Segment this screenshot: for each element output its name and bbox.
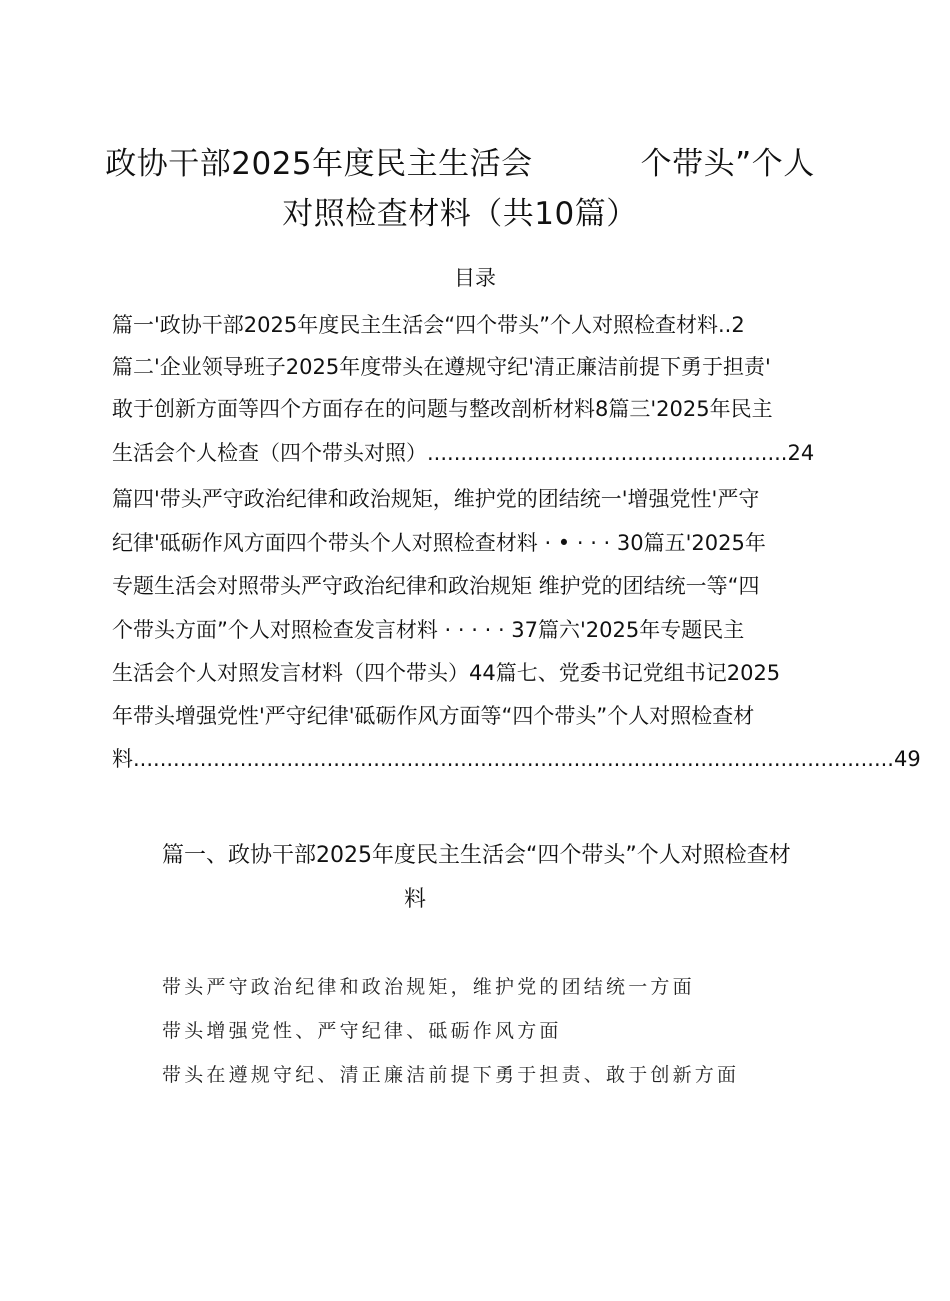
toc-line[interactable]: 敢于创新方面等四个方面存在的问题与整改剖析材料8篇三'2025年民主 [112,397,773,421]
section-title: 篇一、政协干部2025年度民主生活会“四个带头”个人对照检查材 [162,843,791,868]
title-part-1: 政协干部2025年度民主生活会 [105,146,533,182]
toc-line[interactable]: 纪律'砥砺作风方面四个带头个人对照检查材料 · • · · · 30篇五'2025年 [112,531,766,555]
toc-heading: 目录 [454,266,496,290]
toc-line[interactable]: 篇二'企业领导班子2025年度带头在遵规守纪'清正廉洁前提下勇于担责' [112,355,771,379]
section-item: 带头严守政治纪律和政治规矩，维护党的团结统一方面 [162,976,695,998]
section-item: 带头增强党性、严守纪律、砥砺作风方面 [162,1020,562,1042]
section-title-continuation: 料 [403,887,426,912]
section-item: 带头在遵规守纪、清正廉洁前提下勇于担责、敢于创新方面 [162,1064,740,1086]
toc-line[interactable]: 个带头方面”个人对照检查发言材料 · · · · · 37篇六'2025年专题民主 [112,618,745,642]
toc-line[interactable]: 生活会个人对照发言材料（四个带头）44篇七、党委书记党组书记2025 [112,661,781,685]
toc-line[interactable]: 生活会个人检查（四个带头对照）......................................................24 [112,441,815,465]
toc-line[interactable]: 篇四'带头严守政治纪律和政治规矩，维护党的团结统一'增强党性'严守 [112,487,760,511]
toc-line[interactable]: 年带头增强党性'严守纪律'砥砺作风方面等“四个带头”个人对照检查材 [112,704,755,728]
document-title-line-2: 对照检查材料（共10篇） [282,196,638,232]
title-part-2: 个带头”个人 [640,146,815,182]
document-title-line-1 [0,138,920,183]
toc-line[interactable]: 专题生活会对照带头严守政治纪律和政治规矩 维护党的团结统一等“四 [112,574,760,598]
toc-line[interactable]: 料..................................................................................................................49 [112,747,921,771]
toc-line[interactable]: 篇一'政协干部2025年度民主生活会“四个带头”个人对照检查材料..2 [112,313,745,337]
